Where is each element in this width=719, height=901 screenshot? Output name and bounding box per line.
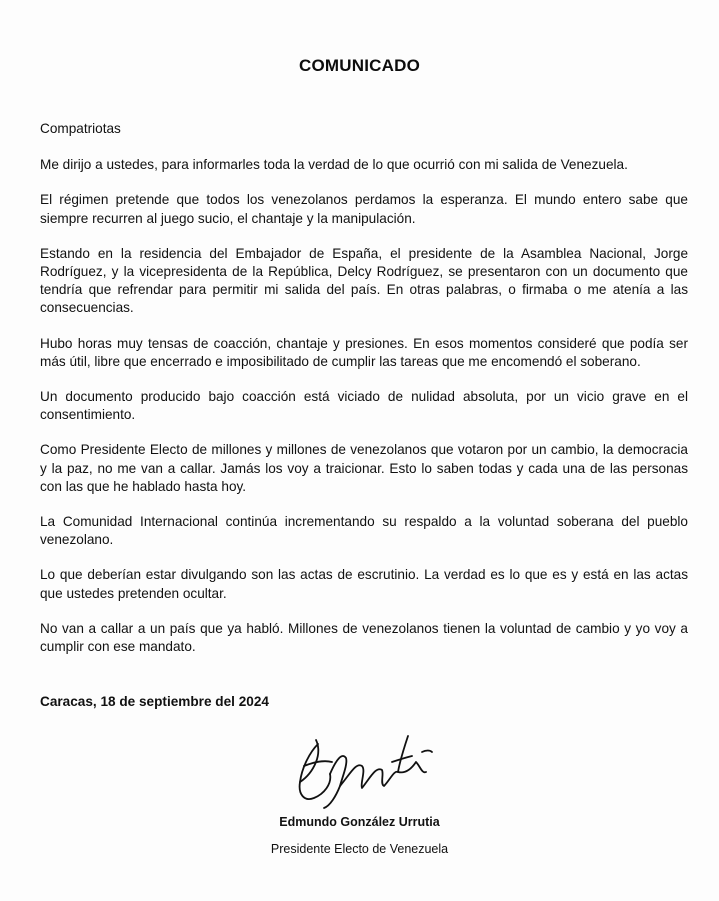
letter-body [40, 120, 688, 673]
handwritten-signature [280, 722, 450, 812]
paragraph: Me dirijo a ustedes, para informarles toda la verdad de lo que ocurrió con mi salida de Venezuela. [40, 157, 628, 173]
paragraph: Un documento producido bajo coacción está viciado de nulidad absoluta, por un vicio grave en el consentimiento. [40, 389, 688, 423]
paragraph: La Comunidad Internacional continúa incrementando su respaldo a la voluntad soberana del pueblo venezolano. [40, 514, 688, 548]
paragraph: Como Presidente Electo de millones y millones de venezolanos que votaron por un cambio, la democracia y la paz, no me van a callar. Jamás los voy a traicionar. Esto lo saben todas y cada una de las personas con las que he hablado hasta hoy. [40, 442, 688, 494]
place-date-line: Caracas, 18 de septiembre del 2024 [40, 694, 269, 709]
paragraph: El régimen pretende que todos los venezolanos perdamos la esperanza. El mundo entero sabe que siempre recurren al juego sucio, el chantaje y la manipulación. [40, 192, 688, 226]
greeting: Compatriotas [40, 121, 121, 136]
document-title: COMUNICADO [299, 56, 420, 75]
paragraph: Hubo horas muy tensas de coacción, chantaje y presiones. En esos momentos consideré que podía ser más útil, libre que encerrado e imposibilitado de cumplir las tareas que me encomendó el soberano. [40, 335, 688, 369]
paragraph: Lo que deberían estar divulgando son las actas de escrutinio. La verdad es lo que es y está en las actas que ustedes pretenden ocultar. [40, 567, 688, 601]
signer-title: Presidente Electo de Venezuela [270, 842, 449, 856]
paragraph: No van a callar a un país que ya habló. Millones de venezolanos tienen la voluntad de cambio y yo voy a cumplir con ese mandato. [40, 620, 688, 655]
paragraph: Estando en la residencia del Embajador de España, el presidente de la Asamblea Nacional, Jorge Rodríguez, y la vicepresidenta de la República, Delcy Rodríguez, se presentaron con un documento que tendría que refrendar para permitir mi salida del país. En otras palabras, o firmaba o me atenía a las consecuencias. [40, 245, 688, 316]
signer-name: Edmundo González Urrutia [279, 815, 440, 829]
